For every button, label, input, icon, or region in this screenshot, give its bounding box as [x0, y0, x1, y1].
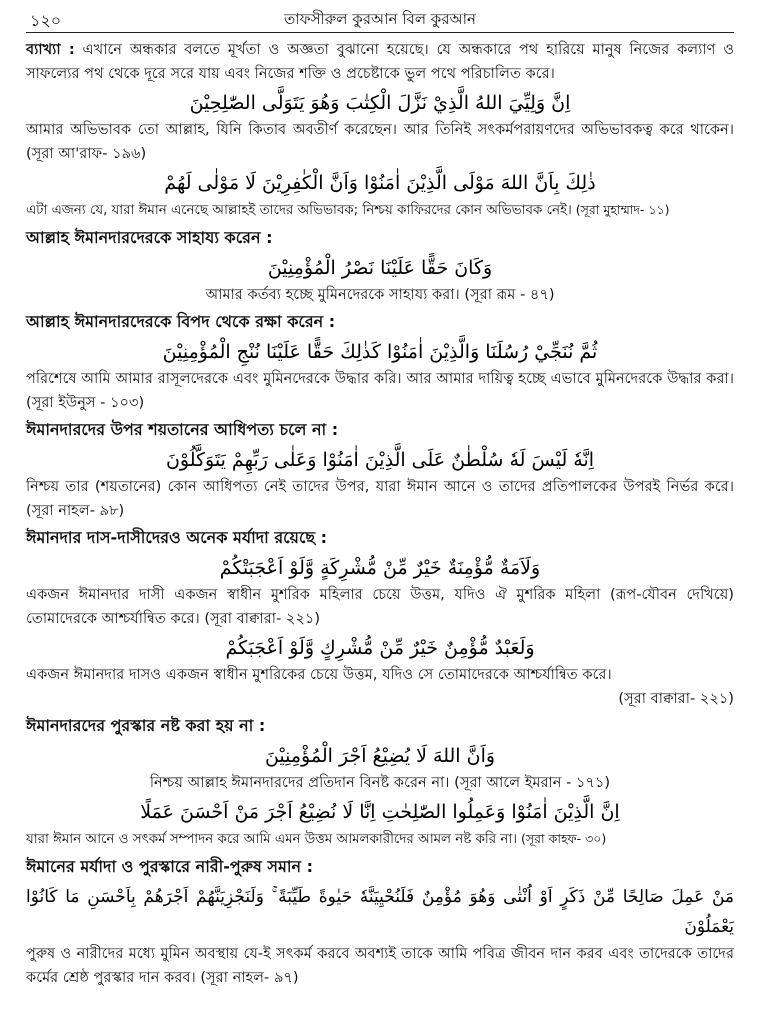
translation-text: পরিশেষে আমি আমার রাসূলদেরকে এবং মুমিনদেরকে উদ্ধার করি। আর আমার দায়িত্ব হচ্ছে এভাবে মুমিনদেরকে উদ্ধার করা। — [26, 370, 734, 387]
verse-translation — [26, 827, 734, 852]
explanation-paragraph — [26, 38, 734, 86]
verse-translation — [26, 198, 734, 223]
translation-text: আমার অভিভাবক তো আল্লাহ, যিনি কিতাব অবতীর্ণ করেছেন। আর তিনিই সৎকর্মপরায়ণদের অভিভাবকত্ব করে থাকেন। — [26, 121, 734, 138]
verse-translation — [26, 942, 734, 990]
arabic-verse: وَلَاَمَةٌ مُّؤْمِنَةٌ خَيْرٌ مِّنْ مُّشْرِكَةٍ وَّلَوْ اَعْجَبَتْكُمْ — [219, 557, 541, 579]
verse-reference: (সূরা নাহল- ৯৭) — [195, 969, 299, 986]
translation-text: পুরুষ ও নারীদের মধ্যে মুমিন অবস্থায় যে-ই সৎকর্ম করবে অবশ্যই তাকে আমি পবিত্র জীবন দান করব এবং তাদেরকে তাদের কর্মের শ্রেষ্ঠ পুরস্কার দান করব। — [26, 945, 734, 986]
verse-reference: (সূরা নাহল- ৯৮) — [26, 502, 125, 519]
arabic-verse: وَاَنَّ اللهَ لَا يُضِيْعُ اَجْرَ الْمُؤْمِنِيْنَ — [264, 745, 496, 767]
page-body — [26, 38, 734, 990]
section-heading: ঈমানদারদের উপর শয়তানের আধিপত্য চলে না : — [26, 420, 339, 439]
section-heading: ঈমানদার দাস-দাসীদেরও অনেক মর্যাদা রয়েছে : — [26, 528, 328, 547]
verse-translation — [26, 771, 734, 795]
section-heading: আল্লাহ ঈমানদারদেরকে বিপদ থেকে রক্ষা করেন : — [26, 312, 336, 331]
arabic-verse: وَكَانَ حَقًّا عَلَيْنَا نَصْرُ الْمُؤْمِنِيْنَ — [267, 257, 493, 279]
arabic-verse: ثُمَّ نُنَجِّيْ رُسُلَنَا وَالَّذِيْنَ اٰمَنُوْا كَذٰلِكَ حَقًّا عَلَيْنَا نُنْجِ الْمُؤْمِنِيْنَ — [162, 341, 598, 363]
section-heading: ঈমানের মর্যাদা ও পুরস্কারে নারী-পুরুষ সমান : — [26, 857, 314, 876]
arabic-verse: اِنَّ الَّذِيْنَ اٰمَنُوْا وَعَمِلُوا الصّٰلِحٰتِ اِنَّا لَا نُضِيْعُ اَجْرَ مَنْ اَحْسَنَ عَمَلًا — [140, 801, 620, 823]
arabic-verse: اِنَّهٗ لَيْسَ لَهٗ سُلْطٰنٌ عَلَى الَّذِيْنَ اٰمَنُوْا وَعَلٰى رَبِّهِمْ يَتَوَكَّلُوْنَ — [165, 449, 595, 471]
section-heading: আল্লাহ ঈমানদারদেরকে সাহায্য করেন : — [26, 228, 273, 247]
verse-translation — [26, 367, 734, 415]
translation-text: আমার কর্তব্য হচ্ছে মুমিনদেরকে সাহায্য করা। — [205, 286, 460, 303]
verse-reference: (সূরা বাক্বারা- ২২১) — [618, 690, 734, 707]
verse-reference: (সূরা কাহফ- ৩০) — [517, 831, 607, 846]
section-heading: ঈমানদারদের পুরস্কার নষ্ট করা হয় না : — [26, 716, 266, 735]
verse-translation — [26, 118, 734, 166]
translation-text: যারা ঈমান আনে ও সৎকর্ম সম্পাদন করে আমি এমন উত্তম আমলকারীদের আমল নষ্ট করি না। — [26, 832, 518, 847]
translation-text: এটা এজন্য যে, যারা ঈমান এনেছে আল্লাহই তাদের অভিভাবক; নিশ্চয় কাফিরদের কোন অভিভাবক নেই। — [26, 203, 572, 218]
verse-reference: (সূরা রূম - ৪৭) — [459, 286, 555, 303]
verse-reference: (সূরা বাক্বারা- ২২১) — [199, 610, 321, 627]
verse-translation: একজন ঈমানদার দাসও একজন স্বাধীন মুশরিকের চেয়ে উত্তম, যদিও সে তোমাদেরকে আশ্চর্যান্বিত করে। — [26, 666, 612, 683]
translation-text: একজন ঈমানদার দাসী একজন স্বাধীন মুশরিক মহিলার চেয়ে উত্তম, যদিও ঐ মুশরিক মহিলা (রূপ-যৌবন দেখিয়ে) তোমাদেরকে আশ্চর্যান্বিত করে। — [26, 586, 734, 627]
explanation-label: ব্যাখ্যা : — [26, 41, 75, 58]
arabic-verse: اِنَّ وَلِيِّيَ اللهُ الَّذِيْ نَزَّلَ الْكِتٰبَ وَهُوَ يَتَوَلَّى الصّٰلِحِيْنَ — [189, 92, 571, 114]
verse-reference: (সূরা মুহাম্মাদ- ১১) — [571, 202, 670, 217]
verse-reference: (সূরা ইউনুস - ১০৩) — [26, 394, 145, 411]
page-header — [26, 6, 734, 33]
arabic-verse: وَلَعَبْدٌ مُّؤْمِنٌ خَيْرٌ مِّنْ مُّشْرِكٍ وَّلَوْ اَعْجَبَكُمْ — [225, 637, 535, 659]
translation-text: নিশ্চয় আল্লাহ ঈমানদারদের প্রতিদান বিনষ্ট করেন না। — [149, 774, 450, 791]
verse-translation — [26, 283, 734, 307]
running-title: তাফসীরুল কুরআন বিল কুরআন — [284, 10, 476, 28]
translation-text: নিশ্চয় তার (শয়তানের) কোন আধিপত্য নেই তাদের উপর, যারা ঈমান আনে ও তাদের প্রতিপালকের উপরই নির্ভর করে। — [26, 478, 734, 495]
arabic-verse: مَنْ عَمِلَ صَالِحًا مِّنْ ذَكَرٍ اَوْ اُنْثٰى وَهُوَ مُؤْمِنٌ فَلَنُحْيِيَنَّهٗ حَيٰوةً طَيِّبَةً ۚ وَلَنَجْزِيَنَّهُمْ اَجْرَهُمْ بِاَحْسَنِ مَا كَانُوْا يَعْمَلُوْنَ — [26, 887, 734, 937]
explanation-text: এখানে অন্ধকার বলতে মূর্খতা ও অজ্ঞতা বুঝানো হয়েছে। যে অন্ধকারে পথ হারিয়ে মানুষ নিজের কল্যাণ ও সাফল্যের পথ থেকে দূরে সরে যায় এবং নিজের শক্তি ও প্রচেষ্টাকে ভুল পথে পরিচালিত করে। — [26, 41, 734, 82]
verse-translation — [26, 583, 734, 631]
verse-translation — [26, 475, 734, 523]
verse-reference: (সূরা আ'রাফ- ১৯৬) — [26, 145, 147, 162]
verse-reference: (সূরা আলে ইমরান - ১৭১) — [449, 774, 611, 791]
arabic-verse: ذٰلِكَ بِاَنَّ اللهَ مَوْلَى الَّذِيْنَ اٰمَنُوْا وَاَنَّ الْكٰفِرِيْنَ لَا مَوْلٰى لَهُمْ — [164, 172, 596, 194]
page-number: ১২০ — [30, 11, 62, 30]
